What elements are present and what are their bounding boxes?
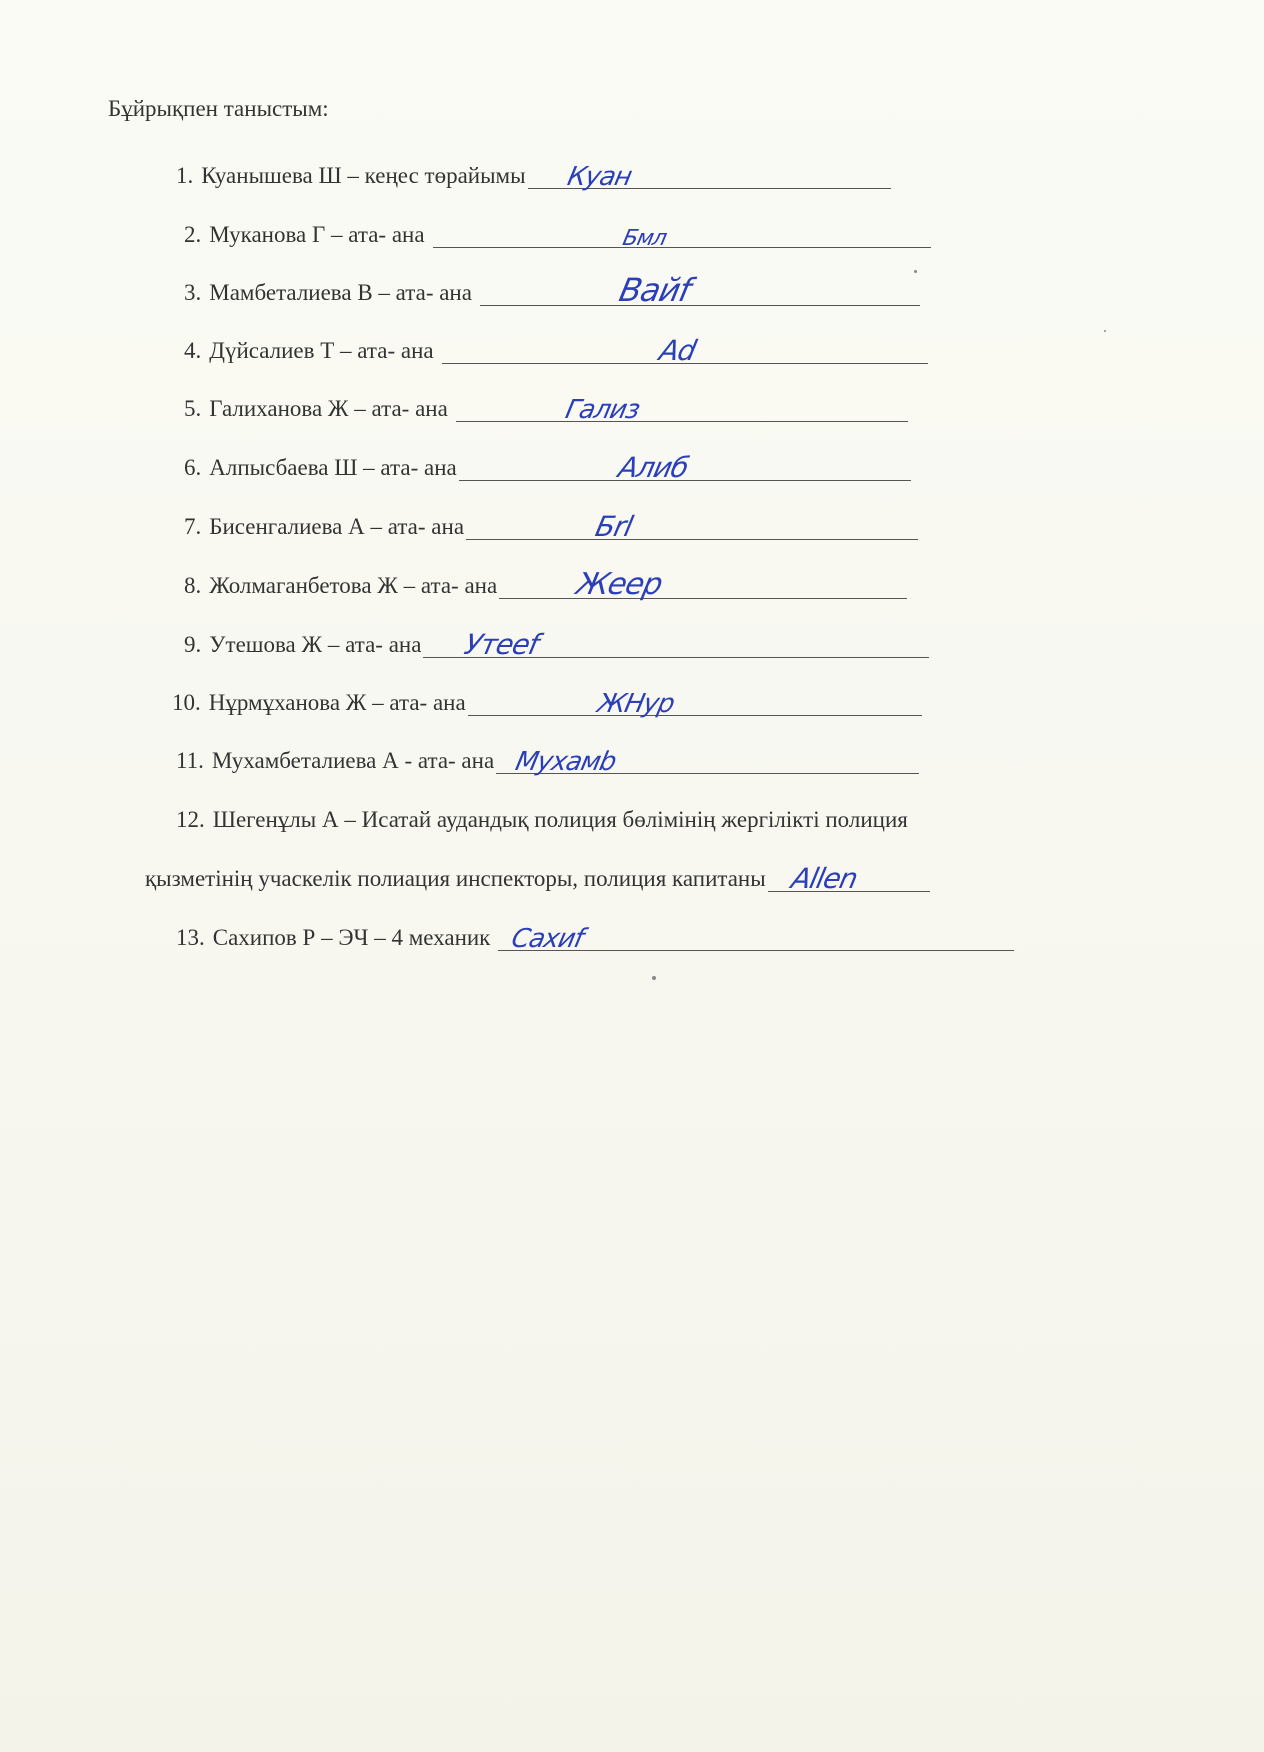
list-item (184, 510, 918, 543)
scan-speck (652, 976, 656, 980)
item-text: Алпысбаева Ш – ата- ана (209, 455, 457, 480)
handwritten-signature: Куан (564, 162, 634, 192)
list-item (172, 689, 922, 719)
signature-line (768, 862, 930, 895)
handwritten-signature: Мухамb (512, 747, 619, 777)
item-text: Дүйсалиев Т – ата- ана (209, 338, 434, 363)
item-text: Утешова Ж – ата- ана (209, 632, 422, 657)
scan-speck (1104, 330, 1106, 332)
handwritten-signature: Утееf (461, 628, 542, 661)
handwritten-signature: Жееp (573, 567, 666, 602)
list-item (176, 924, 1014, 954)
handwritten-signature: ЖНур (594, 689, 677, 719)
item-number: 8. (184, 573, 202, 598)
list-item (176, 162, 891, 192)
list-item-continuation (145, 862, 930, 895)
heading: Бұйрықпен таныстым: (108, 96, 329, 121)
item-number: 13. (176, 925, 205, 950)
list-item (176, 747, 919, 777)
item-number: 4. (184, 338, 202, 363)
item-text: Шегенұлы А – Исатай аудандық полиция бөлімінің жергілікті полиция (212, 807, 908, 832)
item-text: Галиханова Ж – ата- ана (209, 396, 448, 421)
item-number: 12. (176, 807, 205, 832)
item-text: Жолмаганбетова Ж – ата- ана (209, 573, 498, 598)
item-text: Нұрмұханова Ж – ата- ана (208, 690, 466, 715)
item-text: Сахипов Р – ЭЧ – 4 механик (212, 925, 491, 950)
item-text: Муканова Г – ата- ана (209, 222, 425, 247)
list-item (184, 334, 928, 367)
signature-line (459, 451, 911, 484)
signature-line (480, 271, 920, 309)
signature-line (423, 628, 929, 661)
item-text: Куанышева Ш – кеңес төрайымы (201, 163, 526, 188)
handwritten-signature: Алиб (615, 451, 691, 484)
list-item (176, 807, 908, 833)
item-number: 10. (172, 690, 201, 715)
item-number: 6. (184, 455, 202, 480)
handwritten-signature: Сахиf (509, 924, 587, 954)
signature-line (442, 334, 928, 367)
signature-line (499, 567, 907, 602)
handwritten-signature: Аllen (788, 862, 860, 895)
list-item (184, 222, 931, 251)
signature-line (496, 747, 919, 777)
item-number: 3. (184, 280, 202, 305)
handwritten-signature: Гализ (562, 395, 642, 425)
signature-line (468, 689, 922, 719)
signature-line (466, 510, 918, 543)
signature-line (528, 162, 891, 192)
item-text: Мухамбеталиева А - ата- ана (211, 748, 495, 773)
item-number: 5. (184, 396, 202, 421)
list-item (184, 395, 908, 425)
list-item (184, 451, 911, 484)
item-number: 1. (176, 163, 194, 188)
list-item (184, 271, 920, 309)
signature-line (498, 924, 1014, 954)
item-text: Мамбеталиева В – ата- ана (209, 280, 472, 305)
item-text: Бисенгалиева А – ата- ана (209, 514, 465, 539)
handwritten-signature: Вайf (615, 271, 694, 309)
item-number: 7. (184, 514, 202, 539)
item-number: 9. (184, 632, 202, 657)
signature-line (433, 225, 931, 251)
list-item (184, 567, 907, 602)
handwritten-signature: Бrl (592, 510, 636, 543)
item-number: 11. (176, 748, 204, 773)
scan-speck (914, 270, 917, 273)
list-item (184, 628, 929, 661)
item-number: 2. (184, 222, 202, 247)
signature-line (456, 395, 908, 425)
handwritten-signature: Бмл (619, 226, 669, 251)
handwritten-signature: Ad (656, 334, 699, 367)
item-text-continuation: қызметінің учаскелік полиация инспекторы, полиция капитаны (145, 866, 766, 891)
